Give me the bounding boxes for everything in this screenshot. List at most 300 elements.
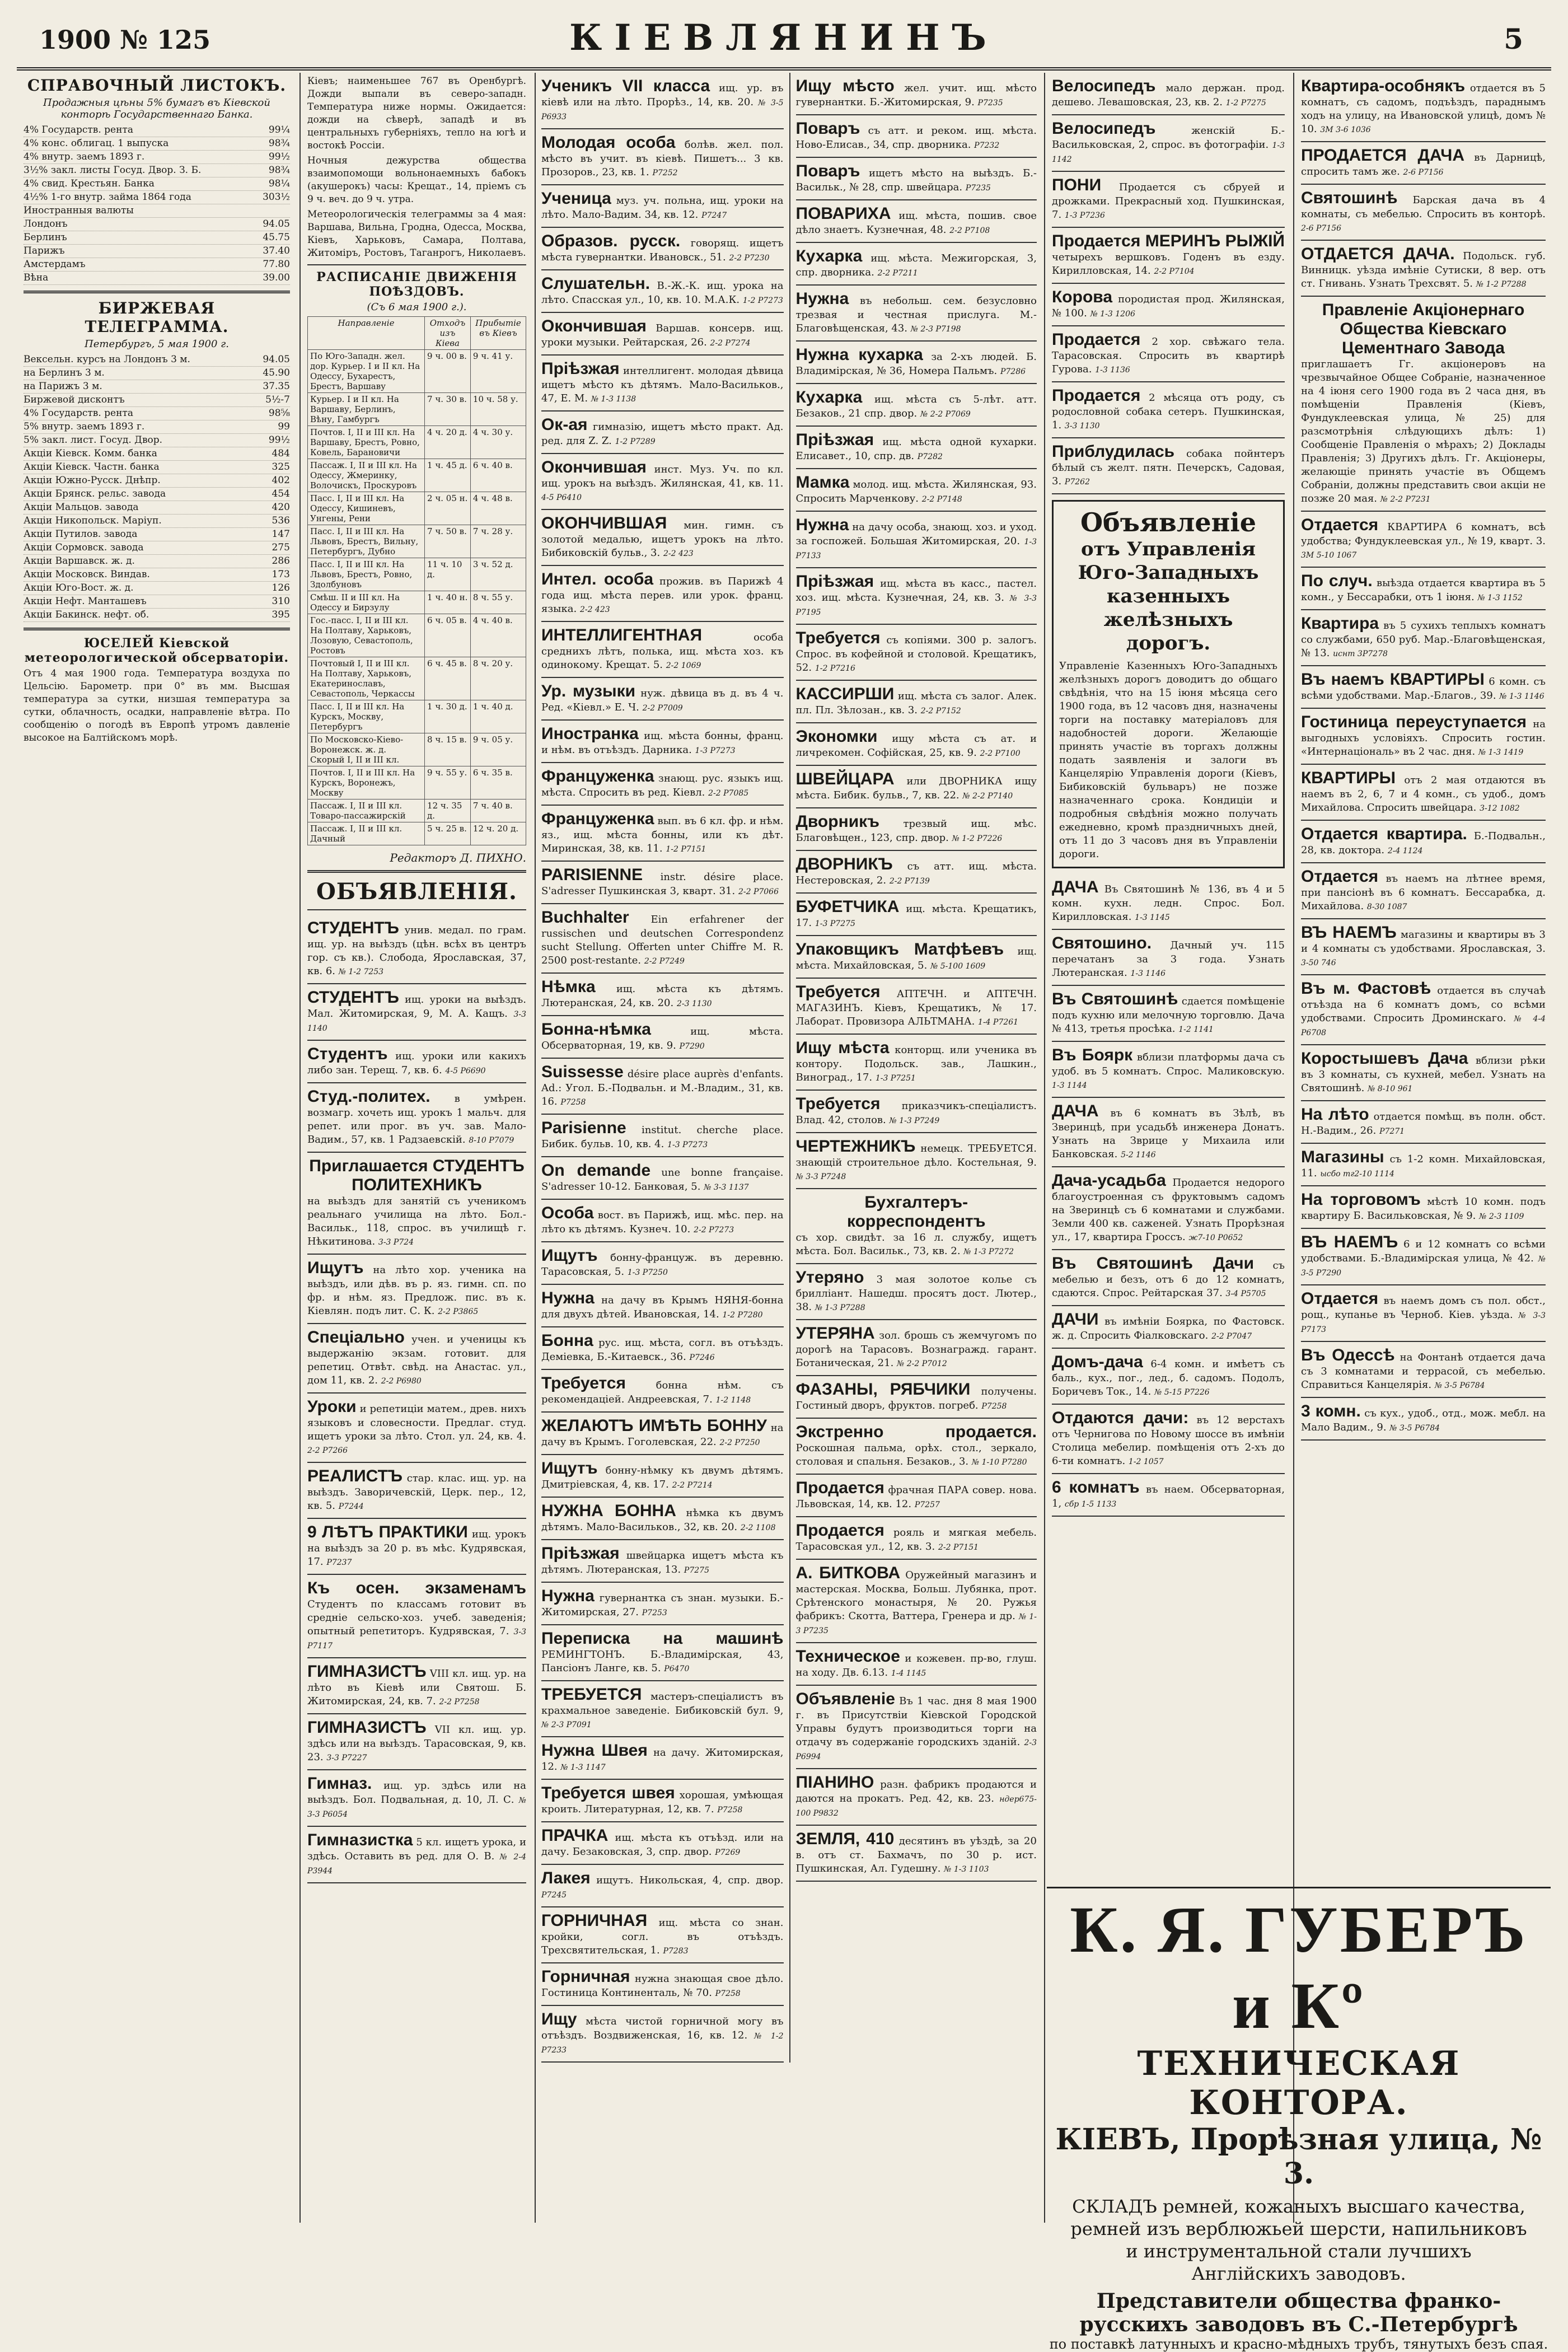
ad-heading: Продается [795, 1521, 884, 1540]
row-name: на Берлинъ 3 м. [24, 367, 105, 378]
ad-code: 2-3 P6994 [795, 1738, 1037, 1761]
ad-heading: Parisienne [541, 1119, 626, 1137]
ad-text: рояль и мягкая мебель. Тарасовская ул., 12, кв. 3. [795, 1527, 1037, 1553]
row-name: Акціи Бакинск. нефт. об. [24, 609, 149, 620]
newspaper-title: КІЕВЛЯНИНЪ [569, 17, 999, 59]
ad-heading: Ученица [541, 189, 611, 208]
ad-code: 2-2 P7066 [738, 887, 779, 896]
ad-heading: ТРЕБУЕТСЯ [541, 1685, 642, 1704]
ad-heading: Требуется [795, 629, 881, 647]
train-arrival: 12 ч. 20 д. [470, 822, 526, 845]
ad-code: 2-6 P7156 [1403, 168, 1444, 177]
row-name: Акціи Кіевск. Частн. банка [24, 461, 160, 473]
ad-heading: Въ Святошинѣ Дачи [1052, 1254, 1255, 1273]
classified-ad [796, 469, 1037, 512]
ad-code: 3-12 1082 [1480, 804, 1520, 813]
train-arrival: 6 ч. 35 в. [470, 766, 526, 799]
notice-body: Управленіе Казенныхъ Юго-Западныхъ желѣзныхъ дорогъ доводитъ до общаго свѣдѣнія, что на 15 іюня мѣсяца сего 1900 года, въ 12 часовъ дня, назначены торги на поставку матеріаловъ для надобностей дороги. Желающіе принять участіе въ торгахъ должны подать заявленія и залоги въ Канцелярію Управленія дороги (Кіевъ, Бибиковскій бульваръ) не позже назначеннаго срока. Кондиціи и подробныя свѣдѣнія можно получать ежедневно, кромѣ праздничныхъ дней, отъ 11 до 3 часовъ дня въ Управленіи дороги. [1059, 660, 1277, 860]
ad-text: породистая прод. Жилянская, № 100. [1052, 293, 1285, 319]
classified-ad [1301, 1101, 1546, 1144]
classified-ad [796, 1560, 1037, 1643]
ad-heading: Приблудилась [1052, 442, 1175, 461]
ad-heading: Утеряно [795, 1268, 864, 1287]
row-name: Вѣна [24, 272, 49, 283]
ad-text: ищ. мѣста съ залог. Алек. пл. Пл. Зѣлозан., кв. 3. [795, 690, 1037, 716]
ad-heading: Велосипедъ [1052, 119, 1156, 138]
ads-list-servants [789, 73, 1043, 2063]
row-name: Акціи Юго-Вост. ж. д. [24, 582, 134, 593]
ad-code: № 3-3 P7173 [1301, 1311, 1546, 1334]
table-row [24, 231, 290, 245]
classified-ad [541, 806, 784, 862]
row-name: Акціи Брянск. рельс. завода [24, 488, 166, 499]
ad-heading: Въ м. Фастовѣ [1301, 979, 1431, 998]
ad-heading: Отдается квартира. [1301, 825, 1467, 843]
ad-code: 2-2 P3865 [438, 1307, 479, 1316]
meteo-text: Отъ 4 мая 1900 года. Температура воздуха по Цельсію. Барометр. при 0° въ мм. Высшая температура за сутки, низшая температура за сутки, облачность, осадки, направленіе вѣтра. По сообщенію о погодѣ въ Европѣ утромъ давленіе высокое на Балтійскомъ морѣ. [24, 668, 290, 744]
row-value: 98¼ [268, 178, 290, 189]
classified-ad [1301, 1186, 1546, 1229]
row-value: 126 [272, 582, 290, 593]
ad-heading: Отдается [1301, 516, 1379, 534]
classified-ad [1301, 765, 1546, 821]
classified-ad [796, 894, 1037, 936]
row-name: Биржевой дисконтъ [24, 394, 125, 405]
classified-ad [1052, 326, 1285, 382]
table-row [24, 191, 290, 204]
ad-heading: На лѣто [1301, 1105, 1369, 1124]
ad-code: Р6470 [664, 1664, 690, 1673]
ad-code: 2-2 P7009 [642, 704, 683, 713]
ad-heading: УТЕРЯНА [795, 1324, 875, 1343]
ad-text: Продается съ сбруей и дрожками. Прекрасный ход. Пушкинская, 7. [1052, 181, 1285, 221]
ad-code: P7258 [717, 1806, 743, 1815]
ad-text: в умѣрен. возмагр. хочеть ищ. урокъ 1 мальч. для репет. или прог. въ уч. зав. Мало-Вадим., 57, кв. 1 Радзаевскій. [307, 1093, 526, 1145]
ad-heading: Упаковщикъ Матфѣевъ [795, 940, 1004, 958]
ad-heading: Окончившая [541, 458, 647, 476]
row-value: 395 [272, 609, 290, 620]
ad-heading: Объявленіе [795, 1690, 895, 1708]
train-departure: 8 ч. 15 в. [425, 733, 471, 766]
ad-code: № 3-5 P7290 [1301, 1255, 1546, 1278]
classified-ad [796, 1133, 1037, 1189]
ad-heading: ИНТЕЛЛИГЕНТНАЯ [541, 626, 703, 644]
table-row [24, 258, 290, 272]
ad-code: 2-2 1108 [740, 1523, 776, 1532]
ad-heading: On demande [541, 1161, 651, 1180]
ad-code: 4-5 P6690 [445, 1067, 486, 1076]
ad-code: ндер675-100 P9832 [795, 1795, 1037, 1818]
table-row [308, 733, 526, 766]
ad-text: интеллигент. молодая дѣвица ищетъ мѣсто къ дѣтямъ. Мало-Васильков., 47, Е. М. [541, 365, 784, 404]
ad-text: молод. ищ. мѣста. Жилянская, 93. Спросить Марченкову. [795, 479, 1037, 504]
train-direction: Гос.-пасс. I, II и III кл. На Полтаву, Харьковъ, Лозовую, Севастополь, Ростовъ [308, 614, 425, 657]
classified-ad [307, 1153, 526, 1255]
ad-code: 3-3 1140 [307, 1010, 526, 1033]
row-name: 3½% закл. листы Госуд. Двор. З. Б. [24, 165, 202, 176]
ad-text: отдается въ 5 комнатъ, съ садомъ, подъѣздъ, параднымъ ходъ на улицу, на Ивановской улицѣ, домъ № 10. [1301, 82, 1546, 135]
classified-ad [1301, 709, 1546, 765]
table-row [24, 394, 290, 407]
table-row [308, 350, 526, 393]
table-row [24, 568, 290, 582]
ad-text: сдается помѣщеніе подъ кухню или мелочную торговлю. Дача № 413, третья просѣка. [1052, 995, 1285, 1035]
ad-heading: 3 комн. [1301, 1402, 1361, 1420]
ad-heading: ПОНИ [1052, 176, 1102, 194]
column-ads-wide [535, 73, 1042, 2223]
ad-code: № 1-10 P7280 [971, 1458, 1027, 1467]
row-name: Акціи Кіевск. Комм. банка [24, 448, 157, 459]
ad-code: P7258 [715, 1989, 741, 1998]
huber-address: КІЕВЪ, Прорѣзная улица, № 3. [1055, 2122, 1542, 2191]
classified-ad [796, 1189, 1037, 1264]
table-row [308, 766, 526, 799]
ad-heading: ВЪ НАЕМЪ [1301, 923, 1397, 942]
ad-text: ищетъ мѣсто на выѣздъ. Б.-Васильк., № 28, спр. швейцара. [795, 167, 1037, 193]
ad-text: съ 1-2 комн. Михайловская, 11. [1301, 1153, 1546, 1179]
ad-code: 2-2 1069 [666, 661, 701, 670]
ad-heading: Въ Святошинѣ [1052, 990, 1178, 1008]
ad-code: № 3-3 P7248 [795, 1172, 846, 1181]
train-arrival: 6 ч. 40 в. [470, 459, 526, 492]
classified-ad [796, 1826, 1037, 1882]
ad-text: въ 5 сухихъ теплыхъ комнатъ со службами, 650 руб. Мар.-Благовѣщенская, № 13. [1301, 620, 1546, 659]
ad-code: 1-3 P7133 [795, 537, 1037, 560]
ad-text: ищ. мѣста къ отъѣзд. или на дачу. Безаковская, 3, спр. двор. [541, 1832, 784, 1858]
masthead [17, 11, 1551, 71]
ad-code: 2-2 P7258 [439, 1698, 480, 1706]
ad-code: 1-3 P7250 [627, 1268, 668, 1277]
table-header: Отходъ изъ Кіева [425, 317, 471, 350]
table-row [24, 488, 290, 501]
ad-heading: Пріѣзжая [541, 1544, 620, 1563]
row-name: 4½% 1-го внутр. займа 1864 года [24, 191, 191, 203]
ad-text: конторщ. или ученика въ контору. Подольск. зав., Лашкин., Виноград., 17. [795, 1044, 1037, 1083]
table-row [308, 591, 526, 614]
classified-ad [1301, 1285, 1546, 1342]
ad-text: въ наем. Обсерваторная, 1, [1052, 1484, 1285, 1509]
classified-ad [1301, 1144, 1546, 1186]
ad-heading: Слушательн. [541, 274, 650, 293]
ad-heading: Лакея [541, 1869, 591, 1887]
table-row [24, 582, 290, 595]
ad-text: ищ. мѣста, пошив. свое дѣло знаетъ. Кузнечная, 48. [795, 210, 1037, 236]
table-row [24, 434, 290, 447]
row-value: 39.00 [263, 272, 290, 283]
ad-code: P7262 [1064, 478, 1090, 487]
table-row [24, 501, 290, 515]
classified-ad [1052, 1167, 1285, 1250]
train-departure: 9 ч. 00 в. [425, 350, 471, 393]
classified-ad [307, 1083, 526, 1153]
classified-ad [796, 1091, 1037, 1133]
classified-ad [796, 427, 1037, 469]
ad-heading: Ученикъ VII класса [541, 77, 710, 95]
classified-ad [541, 1115, 784, 1157]
exchange-rate-list [24, 353, 290, 622]
schedule-subtitle: (Съ 6 мая 1900 г.). [367, 301, 467, 313]
ad-heading: Ок-ая [541, 415, 588, 434]
train-arrival: 10 ч. 58 у. [470, 393, 526, 426]
train-departure: 5 ч. 25 в. [425, 822, 471, 845]
row-value: 99½ [268, 151, 290, 162]
ad-code: 1-3 1145 [1135, 913, 1170, 922]
train-departure: 6 ч. 45 в. [425, 657, 471, 700]
classified-ad [541, 1737, 784, 1780]
classified-ad [307, 1770, 526, 1827]
classified-ad [796, 342, 1037, 384]
table-header: Прибытіе въ Кіевъ [470, 317, 526, 350]
ad-heading: Кухарка [795, 388, 863, 406]
ad-code: 5-2 1146 [1121, 1151, 1156, 1159]
notice-title: Объявленіе [1080, 507, 1257, 537]
ads-list-governess [536, 73, 789, 2063]
ad-code: P7271 [1379, 1127, 1405, 1136]
ad-text: institut. cherche place. Бибик. бульв. 10, кв. 4. [541, 1124, 784, 1150]
ad-text: VII кл. ищ. ур. здѣсь или на выѣздъ. Тарасовская, 9, кв. 23. [307, 1724, 526, 1763]
ad-heading: Требуется [541, 1374, 626, 1392]
ad-heading: Гимназ. [307, 1774, 372, 1793]
schedule-title: РАСПИСАНІЕ ДВИЖЕНІЯ ПОѢЗДОВЪ. [316, 270, 517, 299]
ad-text: РЕМИНГТОНЪ. Б.-Владимірская, 43, Пансіонъ Ланге, кв. 5. [541, 1649, 784, 1674]
train-arrival: 4 ч. 30 у. [470, 426, 526, 459]
classified-ad [796, 851, 1037, 894]
classified-ad [307, 1463, 526, 1519]
ad-text: на дачу особа, знающ. хоз. и уход. за госпожей. Большая Житомирская, 20. [795, 521, 1037, 547]
row-name: 5% внутр. заемъ 1893 г. [24, 421, 145, 432]
table-row [24, 137, 290, 151]
ad-text: или ДВОРНИКА ищу мѣста. Бибик. бульв., 7, кв. 22. [795, 775, 1037, 801]
huber-stock: СКЛАДЪ ремней, кожаныхъ высшаго качества, ремней изъ верблюжьей шерсти, напильниковъ и инструментальной стали лучшихъ Англійскихъ заводовъ. [1070, 2196, 1527, 2284]
ad-text: вблизи рѣки въ 3 комнаты, съ кухней, мебел. Узнать на Святошинѣ. [1301, 1055, 1546, 1094]
ad-code: № 2-3 P7198 [910, 325, 961, 334]
ad-code: № 2-2 P7231 [1380, 495, 1431, 504]
ad-code: 3-3 P724 [378, 1238, 414, 1247]
row-value: 173 [272, 569, 290, 580]
ad-heading: Пріѣзжая [795, 431, 874, 449]
classified-ad [541, 1059, 784, 1115]
ad-text: ищ. ур. въ кіевѣ или на лѣто. Прорѣз., 14, кв. 20. [541, 82, 784, 108]
ad-text: Оружейный магазинъ и мастерская. Москва, Больш. Лубянка, прот. Срѣтенского монастыря, № 20. Ружья фабрикъ: Скотта, Ваттера, Гренера и др. [795, 1569, 1037, 1622]
ad-code: P7290 [679, 1042, 705, 1051]
ad-text: жел. учит. ищ. мѣсто гувернантки. Б.-Житомирская, 9. [795, 82, 1037, 108]
ad-text: Варшав. консерв. ищ. уроки музыки. Рейтарская, 26. [541, 322, 784, 348]
ad-code: P7257 [914, 1500, 940, 1509]
ad-heading: Бухгалтеръ-корреспондентъ [846, 1193, 986, 1231]
ad-code: 1-3 1146 [1130, 969, 1166, 978]
table-row [24, 461, 290, 474]
table-row [24, 151, 290, 164]
classified-ad [307, 1255, 526, 1324]
ad-code: № 2-2 P7140 [962, 792, 1013, 801]
ad-code: № 3-3 P6054 [307, 1796, 526, 1819]
ad-heading: ЗЕМЛЯ, 410 [795, 1830, 895, 1848]
ad-text: стар. клас. ищ. ур. на выѣздъ. Заворичевскій, Церк. пер., 12, кв. 5. [307, 1472, 526, 1512]
ad-code: 1-2 1057 [1128, 1457, 1164, 1466]
ad-text: отдается помѣщ. въ полн. обст. Н.-Вадим., 26. [1301, 1111, 1546, 1137]
row-value: 5½-7 [265, 394, 290, 405]
train-arrival: 9 ч. 41 у. [470, 350, 526, 393]
row-value: 325 [272, 461, 290, 473]
train-arrival: 1 ч. 40 д. [470, 700, 526, 733]
train-direction: Пассаж. I, II и III кл. На Одессу, Жмеринку, Волочискъ, Проскуровъ [308, 459, 425, 492]
classified-ad [796, 568, 1037, 625]
classified-ad [541, 356, 784, 412]
train-arrival: 8 ч. 20 у. [470, 657, 526, 700]
ad-code: 2-2 P7152 [920, 707, 961, 716]
ad-text: выѣзда отдается квартира въ 5 комн., у Бессарабки, отъ 1 іюня. [1301, 577, 1546, 603]
row-name: Амстердамъ [24, 259, 86, 270]
ad-heading: ДВОРНИКЪ [795, 855, 893, 873]
classified-ad [796, 1643, 1037, 1686]
classified-ad [1052, 1250, 1285, 1306]
ad-code: 1-3 P7275 [815, 919, 855, 928]
ad-text: 2 хор. свѣжаго тела. Тарасовская. Спросить въ квартирѣ Гурова. [1052, 336, 1285, 375]
classified-ad [307, 1575, 526, 1658]
ad-code: № 1-3 1147 [560, 1763, 606, 1772]
ad-heading: Спеціально [307, 1328, 405, 1346]
classified-ad [796, 1769, 1037, 1826]
ad-heading: Бонна-нѣмка [541, 1020, 651, 1039]
ad-heading: Поваръ [795, 119, 860, 138]
classified-ad [541, 1865, 784, 1907]
table-row [24, 609, 290, 622]
huber-subtitle: ТЕХНИЧЕСКАЯ КОНТОРА. [1137, 2044, 1461, 2122]
ad-code: P7237 [326, 1558, 352, 1567]
ad-heading: Продается [795, 1479, 884, 1497]
ad-heading: Горничная [541, 1967, 630, 1986]
ad-code: № 4-4 P6708 [1301, 1014, 1546, 1037]
train-schedule-table [307, 316, 526, 845]
ad-code: № 1-3 1419 [1478, 748, 1524, 757]
ad-text: VIII кл. ищ. ур. на лѣто въ Кіевѣ или Святош. Б. Житомирская, 24, кв. 7. [307, 1668, 526, 1707]
table-header: Направленіе [308, 317, 425, 350]
classified-ad [1052, 986, 1285, 1042]
ad-heading: ЧЕРТЕЖНИКЪ [795, 1137, 916, 1156]
classified-ad [1301, 975, 1546, 1045]
row-value: 37.40 [263, 245, 290, 256]
classified-ad [1052, 115, 1285, 172]
table-row [24, 528, 290, 541]
classified-ad [1301, 1045, 1546, 1101]
ad-heading: Требуется [795, 1095, 881, 1113]
ad-code: P7252 [652, 169, 678, 177]
train-arrival: 4 ч. 48 в. [470, 492, 526, 525]
ad-code: № 1-3 P7235 [795, 1612, 1037, 1635]
classified-ad [541, 2006, 784, 2063]
ad-heading: Студентъ [307, 1045, 388, 1063]
ad-text: прожив. въ Парижѣ 4 года ищ. мѣста перев. или урок. франц. языка. [541, 576, 784, 615]
row-value: 98¾ [268, 165, 290, 176]
ad-heading: PARISIENNE [541, 866, 643, 884]
classified-ad [541, 1285, 784, 1327]
train-direction: Пасс. I, II и III кл. На Одессу, Кишиневъ, Унгены, Рени [308, 492, 425, 525]
ad-heading: Требуется швея [541, 1784, 675, 1802]
row-value: 94.05 [263, 218, 290, 230]
ad-code: 2-2 P7214 [672, 1481, 713, 1490]
row-value: 402 [272, 475, 290, 486]
ad-heading: Нужна [541, 1587, 595, 1605]
ad-text: разн. фабрикъ продаются и даются на прокатъ. Ред. 42, кв. 23. [795, 1779, 1037, 1804]
ad-heading: Продается МЕРИНЪ РЫЖІЙ [1052, 232, 1285, 250]
ad-heading: Кухарка [795, 247, 863, 265]
ad-code: 1-3 1142 [1052, 141, 1285, 164]
ad-code: 2-3 1130 [676, 999, 712, 1008]
ad-text: немецк. ТРЕБУЕТСЯ. знающій строительное дѣло. Костельная, 9. [795, 1143, 1037, 1168]
ad-text: une bonne française. S'adresser 10-12. Банковая, 5. [541, 1167, 784, 1193]
ad-text: въ наемъ домъ съ пол. обст., рощ., купанье въ Черноб. Кіев. уѣзда. [1301, 1295, 1546, 1321]
classified-ad [541, 721, 784, 763]
train-direction: Курьер. I и II кл. На Варшаву, Берлинъ, Вѣну, Гамбургъ [308, 393, 425, 426]
ad-text: говорящ. ищетъ мѣста гувернантки. Ивановск., 51. [541, 237, 784, 263]
classified-ad [541, 1016, 784, 1059]
ad-text: приказчикъ-спеціалистъ. Влад. 42, столов. [795, 1100, 1037, 1126]
row-value: 99 [278, 421, 290, 432]
ad-code: № 3-5 P6933 [541, 99, 784, 121]
ad-code: 4-5 P6410 [541, 493, 582, 502]
ad-heading: РЕАЛИСТЪ [307, 1467, 402, 1485]
editor-signature: Редакторъ Д. ПИХНО. [390, 851, 526, 864]
train-direction: Пассаж. I, II и III кл. Товаро-пассажирскій [308, 799, 425, 822]
classified-ad [1052, 172, 1285, 228]
ad-text: мастеръ-спеціалистъ въ крахмальное заведеніе. Бибиковскій бул. 9, [541, 1691, 784, 1717]
ad-code: № 3-5 P6784 [1389, 1424, 1440, 1433]
classified-ad [1301, 241, 1546, 297]
ad-text: ищ. мѣста со знан. кройки, согл. въ отъѣздъ. Трехсвятительская, 1. [541, 1917, 784, 1956]
classified-ad [1052, 1349, 1285, 1405]
section-subtitle-reference: Продажныя цѣны 5% бумагъ въ Кіевской конторѣ Государственнаго Банка. [43, 97, 270, 120]
row-name: Акціи Московск. Виндав. [24, 569, 150, 580]
row-value: 275 [272, 542, 290, 553]
classified-ad [541, 1540, 784, 1583]
row-name: Лондонъ [24, 218, 68, 230]
ad-text: ищ. урокъ на выѣздъ за 20 р. въ мѣс. Кудрявская, 17. [307, 1528, 526, 1568]
row-name: 4% свид. Крестьян. Банка [24, 178, 155, 189]
ad-heading: Уроки [307, 1397, 357, 1416]
ad-text: 3 мая золотое колье съ брилліант. Нашедш. просятъ дост. Лютер., 38. [795, 1274, 1037, 1313]
classified-ad [1301, 1398, 1546, 1441]
classified-ad [1052, 874, 1285, 930]
table-row [24, 164, 290, 177]
ad-text: въ Дарницѣ, спросить тамъ же. [1301, 152, 1546, 177]
huber-advertisement [1047, 1887, 1551, 2352]
table-row [308, 459, 526, 492]
table-row [24, 420, 290, 434]
ad-text: ищу мѣста съ ат. и личрекомен. Софійская, 25, кв. 9. [795, 733, 1037, 759]
train-departure: 1 ч. 40 н. [425, 591, 471, 614]
ad-heading: Suissesse [541, 1063, 624, 1081]
classified-ad [541, 1625, 784, 1681]
row-value: 37.35 [263, 381, 290, 392]
ad-text: знающ. рус. языкъ ищ. мѣста. Спросить въ ред. Кіевл. [541, 773, 784, 798]
huber-name: К. Я. ГУБЕРЪ и Кº [1070, 1893, 1528, 2042]
ad-heading: Отдаются дачи: [1052, 1409, 1189, 1427]
ad-text: ищ. мѣста. Михайловская, 5. [795, 946, 1037, 971]
ad-text: въ 12 верстахъ отъ Чернигова по Новому шоссе въ имѣніи Столица мебелир. помѣщенія отъ 2-хъ до 6-ти комнатъ. [1052, 1414, 1285, 1467]
ad-code: 2-2 P7249 [644, 957, 685, 966]
ad-text: ищ. уроки на выѣздъ. Мал. Житомирская, 9, М. А. Кащъ. [307, 994, 526, 1020]
classified-ad [1052, 1042, 1285, 1098]
ad-heading: СТУДЕНТЪ [307, 988, 399, 1007]
ad-heading: Квартира [1301, 614, 1379, 633]
classified-ad [541, 1498, 784, 1540]
ad-text: Барская дача въ 4 комнаты, съ мебелью. Спросить въ конторѣ. [1301, 194, 1546, 220]
ad-code: 2-2 P7250 [719, 1438, 760, 1447]
table-row [24, 515, 290, 528]
train-direction: Пасс. I, II и III кл. На Львовъ, Брестъ, Ровно, Здолбуновъ [308, 558, 425, 591]
train-departure: 6 ч. 05 в. [425, 614, 471, 657]
classified-ad [541, 678, 784, 721]
